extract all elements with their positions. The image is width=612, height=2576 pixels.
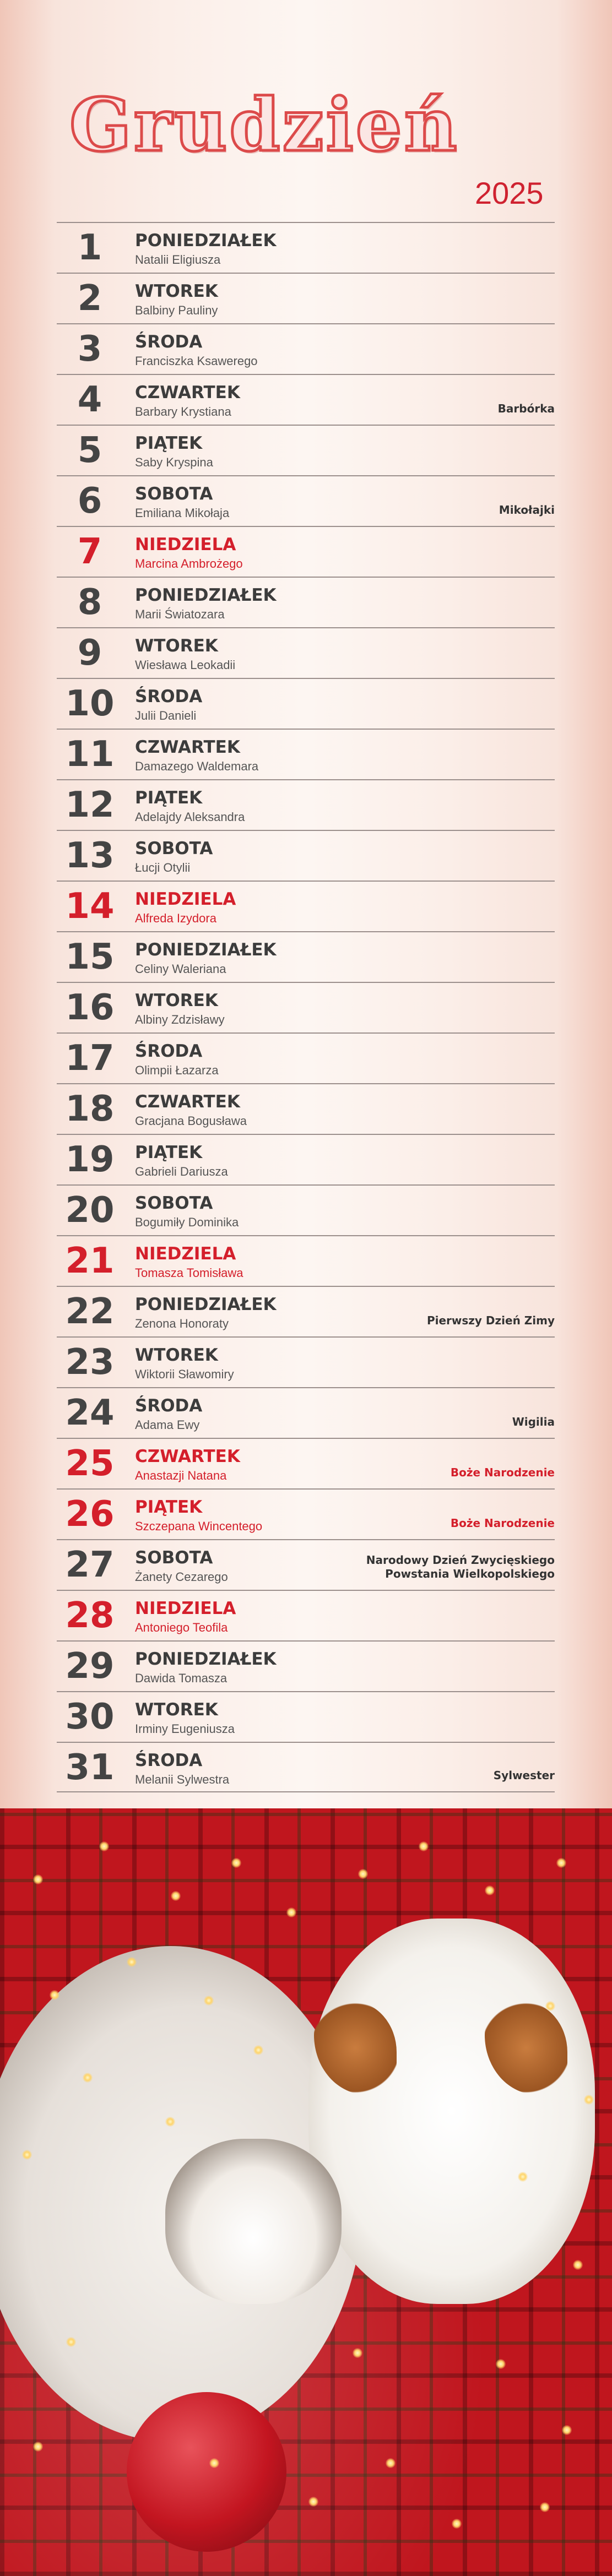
fairy-light bbox=[165, 2117, 175, 2127]
day-number: 19 bbox=[65, 1139, 115, 1180]
name-day-names: Irminy Eugeniusza bbox=[135, 1722, 235, 1736]
weekday-name: PIĄTEK bbox=[135, 1497, 203, 1517]
day-number: 23 bbox=[65, 1342, 115, 1383]
weekday-name: CZWARTEK bbox=[135, 737, 240, 757]
day-number: 12 bbox=[65, 785, 115, 825]
weekday-name: ŚRODA bbox=[135, 1396, 203, 1416]
day-number: 24 bbox=[65, 1393, 115, 1433]
fairy-light bbox=[231, 1858, 241, 1868]
fairy-light bbox=[452, 2519, 462, 2529]
name-day-names: Franciszka Ksawerego bbox=[135, 354, 258, 368]
fairy-light bbox=[562, 2425, 572, 2435]
name-day-names: Adama Ewy bbox=[135, 1418, 200, 1432]
day-number: 29 bbox=[65, 1646, 115, 1687]
holiday-label: Boże Narodzenie bbox=[450, 1517, 555, 1530]
weekday-name: WTOREK bbox=[135, 1700, 218, 1720]
name-day-names: Żanety Cezarego bbox=[135, 1570, 228, 1584]
day-row bbox=[57, 222, 555, 273]
day-number: 27 bbox=[65, 1545, 115, 1585]
weekday-name: WTOREK bbox=[135, 991, 218, 1010]
weekday-name: WTOREK bbox=[135, 636, 218, 656]
weekday-name: ŚRODA bbox=[135, 687, 203, 707]
holiday-label: Barbórka bbox=[497, 402, 555, 415]
name-day-names: Bogumiły Dominika bbox=[135, 1215, 239, 1229]
name-day-names: Olimpii Łazarza bbox=[135, 1063, 219, 1077]
day-row bbox=[57, 577, 555, 627]
day-row bbox=[57, 526, 555, 577]
day-row bbox=[57, 374, 555, 425]
fairy-light bbox=[540, 2502, 550, 2512]
name-day-names: Balbiny Pauliny bbox=[135, 303, 218, 317]
name-day-names: Antoniego Teofila bbox=[135, 1621, 228, 1634]
day-number: 11 bbox=[65, 734, 115, 775]
weekday-name: PONIEDZIAŁEK bbox=[135, 940, 277, 960]
name-day-names: Saby Kryspina bbox=[135, 455, 213, 469]
day-number: 1 bbox=[77, 227, 102, 268]
calendar-header bbox=[0, 0, 612, 220]
weekday-name: PONIEDZIAŁEK bbox=[135, 231, 277, 251]
day-row bbox=[57, 881, 555, 931]
holiday-label: Mikołajki bbox=[499, 503, 555, 517]
day-number: 30 bbox=[65, 1697, 115, 1737]
day-row bbox=[57, 1488, 555, 1539]
fairy-light bbox=[358, 1869, 368, 1879]
weekday-name: SOBOTA bbox=[135, 1193, 213, 1213]
holiday-label: Wigilia bbox=[512, 1415, 555, 1428]
name-day-names: Wiktorii Sławomiry bbox=[135, 1367, 234, 1381]
weekday-name: SOBOTA bbox=[135, 839, 213, 858]
day-row bbox=[57, 982, 555, 1032]
fairy-light bbox=[99, 1841, 109, 1851]
day-number: 13 bbox=[65, 835, 115, 876]
weekday-name: NIEDZIELA bbox=[135, 889, 236, 909]
day-row bbox=[57, 1742, 555, 1792]
day-row bbox=[57, 1336, 555, 1387]
name-day-names: Natalii Eligiusza bbox=[135, 253, 221, 267]
name-day-names: Julii Danieli bbox=[135, 709, 197, 722]
day-row bbox=[57, 323, 555, 374]
day-row bbox=[57, 1387, 555, 1438]
day-number: 2 bbox=[77, 278, 102, 319]
fairy-light bbox=[584, 2095, 594, 2105]
fairy-light bbox=[33, 2442, 43, 2452]
fairy-light bbox=[419, 1841, 429, 1851]
weekday-name: NIEDZIELA bbox=[135, 1244, 236, 1264]
day-row bbox=[57, 931, 555, 982]
fairy-light bbox=[50, 1990, 59, 2000]
name-day-names: Albiny Zdzisławy bbox=[135, 1013, 225, 1026]
day-row bbox=[57, 779, 555, 830]
weekday-name: WTOREK bbox=[135, 1345, 218, 1365]
weekday-name: PIĄTEK bbox=[135, 788, 203, 808]
name-day-names: Szczepana Wincentego bbox=[135, 1519, 263, 1533]
day-number: 20 bbox=[65, 1190, 115, 1231]
fairy-light bbox=[518, 2172, 528, 2182]
holiday-label: Boże Narodzenie bbox=[450, 1466, 555, 1479]
day-number: 16 bbox=[65, 987, 115, 1028]
weekday-name: CZWARTEK bbox=[135, 1092, 240, 1112]
name-day-names: Adelajdy Aleksandra bbox=[135, 810, 245, 824]
name-day-names: Gabrieli Dariusza bbox=[135, 1165, 228, 1178]
weekday-name: PIĄTEK bbox=[135, 1143, 203, 1162]
fairy-light bbox=[308, 2497, 318, 2507]
fairy-light bbox=[573, 2260, 583, 2270]
name-day-names: Gracjana Bogusława bbox=[135, 1114, 247, 1128]
weekday-name: WTOREK bbox=[135, 281, 218, 301]
weekday-name: PONIEDZIAŁEK bbox=[135, 1295, 277, 1314]
month-title: Grudzień bbox=[69, 83, 459, 168]
name-day-names: Łucji Otylii bbox=[135, 861, 191, 874]
weekday-name: PONIEDZIAŁEK bbox=[135, 1649, 277, 1669]
day-row bbox=[57, 1286, 555, 1336]
year-label: 2025 bbox=[475, 176, 544, 210]
weekday-name: ŚRODA bbox=[135, 332, 203, 352]
christmas-cat-dog-photo bbox=[0, 1808, 612, 2576]
name-day-names: Zenona Honoraty bbox=[135, 1317, 229, 1330]
day-row bbox=[57, 729, 555, 779]
day-row bbox=[57, 627, 555, 678]
day-number: 5 bbox=[77, 430, 102, 471]
day-row bbox=[57, 678, 555, 729]
day-row bbox=[57, 273, 555, 323]
day-number: 17 bbox=[65, 1038, 115, 1079]
fairy-light bbox=[253, 2045, 263, 2055]
christmas-ornament bbox=[127, 2392, 286, 2552]
fairy-light bbox=[204, 1996, 214, 2006]
day-row bbox=[57, 425, 555, 475]
holiday-label: Pierwszy Dzień Zimy bbox=[426, 1314, 555, 1327]
name-day-names: Celiny Waleriana bbox=[135, 962, 226, 976]
day-number: 31 bbox=[65, 1747, 115, 1788]
day-row bbox=[57, 830, 555, 881]
fairy-light bbox=[66, 2337, 76, 2347]
day-number: 4 bbox=[77, 379, 102, 420]
day-row bbox=[57, 1438, 555, 1488]
day-number: 22 bbox=[65, 1291, 115, 1332]
day-number: 28 bbox=[65, 1595, 115, 1636]
day-row bbox=[57, 1640, 555, 1691]
name-day-names: Dawida Tomasza bbox=[135, 1671, 228, 1685]
fairy-light bbox=[496, 2359, 506, 2369]
name-day-names: Marcina Ambrożego bbox=[135, 557, 243, 570]
fairy-light bbox=[545, 2001, 555, 2011]
weekday-name: PONIEDZIAŁEK bbox=[135, 585, 277, 605]
holiday-label: Narodowy Dzień Zwycięskiego Powstania Wielkopolskiego bbox=[366, 1553, 555, 1580]
dog-body bbox=[308, 1919, 595, 2304]
name-day-names: Alfreda Izydora bbox=[135, 911, 216, 925]
name-day-names: Barbary Krystiana bbox=[135, 405, 231, 419]
day-number: 15 bbox=[65, 937, 115, 977]
fairy-light bbox=[33, 1874, 43, 1884]
name-day-names: Damazego Waldemara bbox=[135, 759, 259, 773]
name-day-names: Anastazji Natana bbox=[135, 1469, 227, 1482]
day-row bbox=[57, 1590, 555, 1640]
name-day-names: Marii Światozara bbox=[135, 607, 225, 621]
fairy-light bbox=[171, 1891, 181, 1901]
day-number: 25 bbox=[65, 1443, 115, 1484]
weekday-name: CZWARTEK bbox=[135, 1447, 240, 1466]
name-day-names: Wiesława Leokadii bbox=[135, 658, 236, 672]
holiday-label: Sylwester bbox=[493, 1769, 555, 1782]
day-number: 6 bbox=[77, 481, 102, 521]
fairy-light bbox=[556, 1858, 566, 1868]
weekday-name: NIEDZIELA bbox=[135, 535, 236, 555]
day-number: 3 bbox=[77, 329, 102, 369]
day-number: 14 bbox=[65, 886, 115, 927]
fairy-light bbox=[209, 2458, 219, 2468]
day-row bbox=[57, 1691, 555, 1742]
day-list bbox=[57, 222, 555, 1792]
day-row bbox=[57, 1184, 555, 1235]
weekday-name: ŚRODA bbox=[135, 1751, 203, 1770]
day-number: 18 bbox=[65, 1089, 115, 1129]
weekday-name: PIĄTEK bbox=[135, 433, 203, 453]
fairy-light bbox=[386, 2458, 396, 2468]
day-row bbox=[57, 1134, 555, 1184]
day-number: 10 bbox=[65, 683, 115, 724]
fairy-light bbox=[485, 1885, 495, 1895]
weekday-name: CZWARTEK bbox=[135, 383, 240, 403]
day-row bbox=[57, 1083, 555, 1134]
fairy-light bbox=[286, 1907, 296, 1917]
weekday-name: SOBOTA bbox=[135, 1548, 213, 1568]
weekday-name: NIEDZIELA bbox=[135, 1599, 236, 1618]
day-number: 9 bbox=[77, 633, 102, 673]
fairy-light bbox=[127, 1957, 137, 1967]
day-number: 26 bbox=[65, 1494, 115, 1535]
day-number: 8 bbox=[77, 582, 102, 623]
day-row bbox=[57, 1539, 555, 1590]
day-row bbox=[57, 1032, 555, 1083]
name-day-names: Tomasza Tomisława bbox=[135, 1266, 243, 1280]
fairy-light bbox=[353, 2348, 362, 2358]
weekday-name: ŚRODA bbox=[135, 1041, 203, 1061]
day-number: 7 bbox=[77, 531, 102, 572]
fairy-light bbox=[83, 2073, 93, 2083]
day-row bbox=[57, 475, 555, 526]
fairy-light bbox=[22, 2150, 32, 2160]
weekday-name: SOBOTA bbox=[135, 484, 213, 504]
day-number: 21 bbox=[65, 1241, 115, 1281]
cat-head bbox=[165, 2139, 342, 2304]
name-day-names: Emiliana Mikołaja bbox=[135, 506, 230, 520]
day-row bbox=[57, 1235, 555, 1286]
name-day-names: Melanii Sylwestra bbox=[135, 1773, 230, 1786]
